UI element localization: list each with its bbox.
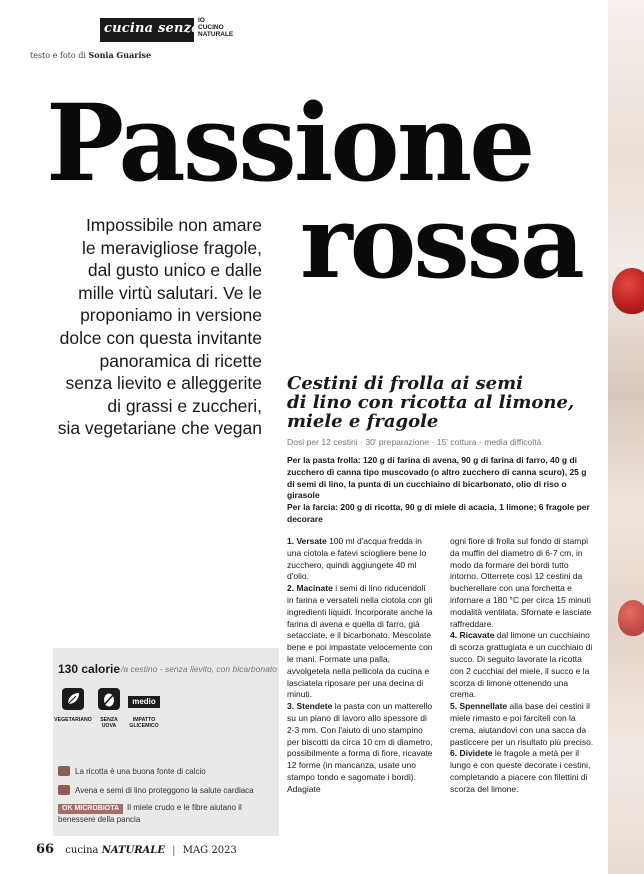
steps-column-right — [450, 536, 596, 796]
ok-microbiota-badge: OK MICROBIOTA — [58, 804, 123, 814]
step-paragraph — [287, 583, 433, 701]
step-lead: 1. Versate — [287, 536, 327, 546]
step-lead: 3. Stendete — [287, 701, 333, 712]
recipe-meta: Dosi per 12 cestini · 30' preparazione · 15' cottura · media difficoltà — [287, 437, 542, 447]
intro-line: dolce con questa invitante — [59, 327, 262, 348]
intro-line: mille virtù salutari. Ve le — [78, 282, 262, 303]
rubric-side-line: CUCINO — [198, 24, 224, 31]
page-number: 66 — [36, 842, 55, 857]
intro-line: panoramica di ricette — [99, 350, 262, 371]
egg-free-label-line: UOVA — [101, 723, 117, 729]
intro-paragraph — [42, 214, 262, 440]
intro-line: senza lievito e alleggerite — [65, 373, 262, 394]
step-lead: 5. Spennellate — [450, 701, 508, 712]
rubric-side-line: IO — [198, 17, 205, 24]
bone-icon — [58, 766, 70, 776]
step-text: i semi di lino riducendoli in farina e versateli nella ciotola con gli ingredienti liquidi. Incorporate anche la farina di avena e quella di farro, già setacciate, e il bicarbonato. Mescolate bene e poi impastate velocemente con le mani. Formate una palla, avvolgetela nella pellicola da cucina e lasciatela riposare per una decina di minuti. — [287, 583, 433, 700]
step-lead: 4. Ricavate — [450, 630, 495, 641]
rubric-side-text — [198, 17, 238, 38]
glycemic-label-line: IMPATTO — [132, 717, 156, 723]
step-text: la pasta con un matterello su un piano di lavoro allo spessore di 2-3 mm. Con l'aiuto di uno stampino per biscotti da circa 10 cm di diametro, possibilmente a forma di fiore, ricavate 12 forme (in mancanza, usate uno stampo tondo e sagomate i bordi). Adagiate — [287, 701, 433, 794]
step-lead: 2. Macinate — [287, 583, 333, 594]
rubric-side-line: NATURALE — [198, 31, 234, 38]
strawberry-photo-strip — [608, 0, 644, 874]
step-text: le fragole a metà per il lungo e con queste decorate i cestini, completando a piacere con filettini di scorza del limone. — [450, 748, 591, 794]
strawberry-image — [618, 600, 644, 636]
recipe-title — [287, 374, 597, 431]
recipe-title-line: Cestini di frolla ai semi — [287, 373, 524, 394]
author-credit — [30, 50, 151, 60]
nutrition-note-calcium — [58, 766, 274, 777]
vegetarian-label: VEGETARIANO — [54, 717, 92, 723]
glycemic-label-line: GLICEMICO — [129, 723, 159, 729]
step-paragraph — [450, 630, 596, 701]
headline-line-2: rossa — [300, 183, 582, 301]
rubric-label: cucina senza — [104, 21, 200, 36]
glycemic-impact-value: medio — [128, 696, 160, 708]
headline-line-1: Passione — [46, 80, 533, 205]
credit-prefix: testo e foto di — [30, 51, 86, 60]
ingredients-block — [287, 455, 592, 526]
steps-column-left — [287, 536, 433, 796]
heart-icon — [58, 785, 70, 795]
credit-author: Sonia Guarise — [88, 50, 152, 60]
step-paragraph — [450, 536, 596, 630]
recipe-title-line: miele e fragole — [287, 411, 439, 432]
step-text: dal limone un cucchiaino di scorza grattugiata e un cucchiaio di succo. Di seguito lavorate la ricotta con 2 cucchiai del miele, il succo e la scorza di limone ottenendo una crema. — [450, 630, 593, 700]
nutrition-note-microbiota — [58, 802, 274, 825]
calories-note: /a cestino - senza lievito, con bicarbonato — [121, 664, 277, 674]
step-paragraph — [450, 701, 596, 748]
egg-free-icon — [98, 688, 120, 710]
intro-line: le meravigliose fragole, — [82, 237, 262, 258]
egg-free-label-line: SENZA — [100, 717, 118, 723]
intro-line: proponiamo in versione — [80, 305, 262, 326]
vegetarian-icon — [62, 688, 84, 710]
ingredients-filling: Per la farcia: 200 g di ricotta, 90 g di miele di acacia, 1 limone; 6 fragole per decorare — [287, 502, 590, 524]
calories-value: 130 calorie — [58, 662, 121, 676]
page-footer — [36, 842, 237, 857]
recipe-title-line: di lino con ricotta al limone, — [287, 392, 575, 413]
magazine-name-a: cucina — [65, 845, 99, 856]
step-paragraph — [287, 536, 433, 583]
note-text: Avena e semi di lino proteggono la salute cardiaca — [75, 786, 254, 795]
step-lead: 6. Dividete — [450, 748, 493, 759]
note-text: La ricotta è una buona fonte di calcio — [75, 767, 206, 776]
egg-free-label — [89, 717, 129, 729]
step-text: ogni fiore di frolla sul fondo di stampi da muffin del diametro di 6-7 cm, in modo da formare dei bordi tutto intorno. Otterrete così 12 cestini da bucherellare con una forchetta e infornare a 180 °C per circa 15 minuti modalità ventilata. Sfornate e lasciate raffreddare. — [450, 536, 592, 629]
step-paragraph — [287, 701, 433, 795]
magazine-name-b: NATURALE — [101, 845, 165, 856]
intro-line: Impossibile non amare — [85, 215, 262, 235]
footer-separator: | — [172, 845, 176, 856]
intro-line: dal gusto unico e dalle — [87, 260, 262, 281]
step-text: alla base dei cestini il miele rimasto e poi farciteli con la crema, aiutandovi con una sacca da pasticcere per un risultato più preciso. — [450, 701, 594, 747]
nutrition-note-heart — [58, 785, 274, 796]
intro-line: di grassi e zuccheri, — [107, 395, 262, 416]
ingredients-pastry: Per la pasta frolla: 120 g di farina di avena, 90 g di farina di farro, 40 g di zucchero di canna tipo muscovado (o altro zucchero di canna scuro), 25 g di semi di lino, la punta di un cucchiaino di bicarbonato, olio di riso o girasole — [287, 455, 587, 501]
step-paragraph — [450, 748, 596, 795]
step-text: 100 ml d'acqua fredda in una ciotola e fatevi sciogliere bene lo zucchero, quindi aggiungete 40 ml d'olio. — [287, 536, 427, 582]
intro-line: sia vegetariane che vegan — [57, 418, 262, 439]
strawberry-image — [612, 268, 644, 314]
note-text: Il miele crudo e le fibre aiutano il benessere della pancia — [58, 803, 242, 824]
glycemic-impact-label — [124, 717, 164, 729]
issue-date: MAG 2023 — [182, 845, 237, 856]
